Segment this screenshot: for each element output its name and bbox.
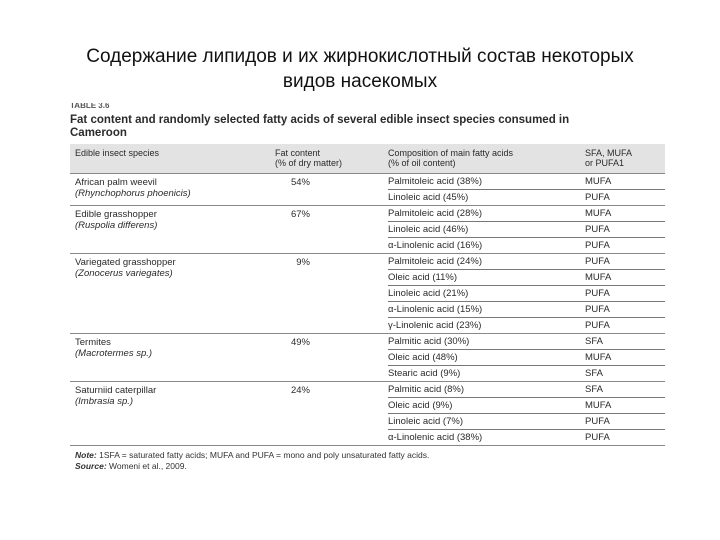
table-row [70, 381, 665, 445]
note-label: Note: [75, 450, 97, 460]
table-row [70, 205, 665, 253]
fatty-acid-cell: Palmitoleic acid (38%) [388, 176, 482, 187]
species-cell [75, 209, 157, 231]
table-footnote [75, 450, 429, 472]
acid-type-cell: PUFA [585, 192, 610, 203]
fatty-acid-cell: α-Linolenic acid (38%) [388, 432, 483, 443]
header-type [585, 148, 665, 168]
fatty-acid-row [388, 414, 665, 430]
table-bottom-rule [70, 445, 665, 446]
species-cell [75, 385, 156, 407]
fatty-acid-cell: Linoleic acid (7%) [388, 416, 463, 427]
fatty-acid-row [388, 254, 665, 270]
table-title-line-1: Fat content and randomly selected fatty acids of several edible insect species consumed in [70, 114, 570, 126]
fatty-acid-cell: Oleic acid (9%) [388, 400, 453, 411]
header-type-line-2: or PUFA1 [585, 158, 625, 168]
fatty-acid-row [388, 366, 665, 381]
header-composition-line-1: Composition of main fatty acids [388, 148, 514, 158]
species-scientific-name: (Imbrasia sp.) [75, 396, 134, 407]
fatty-acid-cell: Palmitoleic acid (28%) [388, 208, 482, 219]
species-name: African palm weevil [75, 177, 157, 188]
acid-type-cell: PUFA [585, 320, 610, 331]
source-line [75, 461, 429, 472]
fat-content-cell: 67% [290, 209, 310, 220]
fatty-acid-row [388, 286, 665, 302]
table-header [70, 144, 665, 173]
species-scientific-name: (Macrotermes sp.) [75, 348, 153, 359]
table-title-line-2: Cameroon [70, 127, 127, 139]
table-body [70, 173, 665, 445]
fatty-acid-cell: α-Linolenic acid (15%) [388, 304, 483, 315]
fatty-acid-row [388, 174, 665, 190]
fatty-acid-row [388, 206, 665, 222]
fatty-acid-cell: Palmitoleic acid (24%) [388, 256, 482, 267]
acid-type-cell: PUFA [585, 240, 610, 251]
species-name: Edible grasshopper [75, 209, 157, 220]
header-fat [275, 148, 385, 168]
fatty-acid-row [388, 334, 665, 350]
table-title [70, 114, 670, 140]
header-composition-line-2: (% of oil content) [388, 158, 456, 168]
acid-type-cell: SFA [585, 384, 603, 395]
species-scientific-name: (Rhynchophorus phoenicis) [75, 188, 191, 199]
species-name: Saturniid caterpillar [75, 385, 157, 396]
fatty-acid-cell: Stearic acid (9%) [388, 368, 461, 379]
fatty-acid-row [388, 350, 665, 366]
fatty-acid-row [388, 382, 665, 398]
fatty-acid-cell: Palmitic acid (8%) [388, 384, 465, 395]
note-text: 1SFA = saturated fatty acids; MUFA and PUFA = mono and poly unsaturated fatty acids. [96, 450, 430, 460]
species-cell [75, 177, 191, 199]
acid-type-cell: PUFA [585, 224, 610, 235]
fat-content-cell: 24% [290, 385, 310, 396]
figure-label: TABLE 3.6 [70, 103, 110, 109]
acid-type-cell: MUFA [585, 176, 612, 187]
fatty-acid-cell: Oleic acid (48%) [388, 352, 458, 363]
note-line [75, 450, 429, 461]
source-label: Source: [75, 461, 107, 471]
fatty-acid-row [388, 398, 665, 414]
fatty-acid-row [388, 430, 665, 445]
fatty-acid-row [388, 318, 665, 333]
species-cell [75, 337, 152, 359]
species-scientific-name: (Ruspolia differens) [75, 220, 158, 231]
acid-type-cell: MUFA [585, 400, 612, 411]
fatty-acid-cell: α-Linolenic acid (16%) [388, 240, 483, 251]
slide-title [40, 44, 680, 94]
fatty-acid-row [388, 302, 665, 318]
fatty-acid-cell: Linoleic acid (45%) [388, 192, 469, 203]
source-text: Womeni et al., 2009. [106, 461, 187, 471]
acid-type-cell: PUFA [585, 416, 610, 427]
fat-content-cell: 49% [290, 337, 310, 348]
table-row [70, 333, 665, 381]
acid-type-cell: SFA [585, 336, 603, 347]
fatty-acid-cell: Linoleic acid (46%) [388, 224, 469, 235]
acid-type-cell: SFA [585, 368, 603, 379]
fatty-acid-cell: Oleic acid (11%) [388, 272, 457, 283]
header-fat-line-1: Fat content [275, 148, 321, 158]
fatty-acid-row [388, 190, 665, 205]
fatty-acid-table [70, 144, 665, 446]
species-name: Termites [75, 337, 111, 348]
acid-type-cell: PUFA [585, 288, 610, 299]
fatty-acid-row [388, 270, 665, 286]
fat-content-cell: 54% [290, 177, 310, 188]
species-scientific-name: (Zonocerus variegates) [75, 268, 173, 279]
acid-type-cell: MUFA [585, 272, 612, 283]
slide-title-line-1: Содержание липидов и их жирнокислотный состав некоторых [86, 46, 634, 67]
fatty-acid-cell: Palmitic acid (30%) [388, 336, 470, 347]
acid-type-cell: PUFA [585, 256, 610, 267]
acid-type-cell: MUFA [585, 208, 612, 219]
header-fat-line-2: (% of dry matter) [275, 158, 343, 168]
species-cell [75, 257, 176, 279]
fatty-acid-cell: Linoleic acid (21%) [388, 288, 469, 299]
header-composition [388, 148, 578, 168]
acid-type-cell: PUFA [585, 304, 610, 315]
table-row [70, 253, 665, 333]
species-name: Variegated grasshopper [75, 257, 176, 268]
fatty-acid-cell: γ-Linolenic acid (23%) [388, 320, 482, 331]
header-species: Edible insect species [75, 148, 160, 158]
slide-title-line-2: видов насекомых [282, 71, 438, 92]
fatty-acid-row [388, 222, 665, 238]
fatty-acid-row [388, 238, 665, 253]
fat-content-cell: 9% [296, 257, 310, 268]
acid-type-cell: MUFA [585, 352, 612, 363]
header-type-line-1: SFA, MUFA [585, 148, 633, 158]
table-row [70, 173, 665, 205]
acid-type-cell: PUFA [585, 432, 610, 443]
